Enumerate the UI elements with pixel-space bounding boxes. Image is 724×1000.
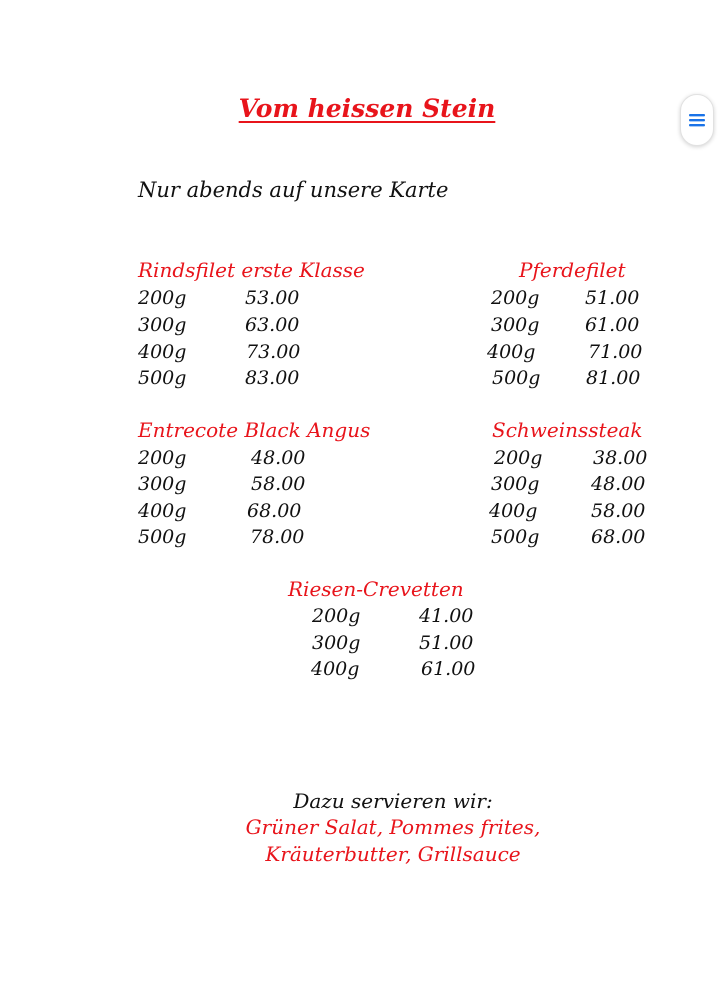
- price: 58.00: [591, 500, 646, 522]
- weight: 400g: [311, 658, 360, 680]
- section-heading-entrecote: Entrecote Black Angus: [138, 418, 371, 442]
- weight: 300g: [138, 473, 187, 495]
- price: 51.00: [585, 287, 640, 309]
- weight: 200g: [312, 605, 361, 627]
- price: 81.00: [586, 367, 641, 389]
- weight: 200g: [494, 447, 543, 469]
- weight: 200g: [138, 287, 187, 309]
- weight: 500g: [138, 367, 187, 389]
- price: 53.00: [245, 287, 300, 309]
- page-title: Vom heissen Stein: [238, 94, 496, 123]
- price: 73.00: [246, 341, 301, 363]
- weight: 200g: [138, 447, 187, 469]
- page-subtitle: Nur abends auf unsere Karte: [138, 178, 449, 202]
- section-heading-pferdefilet: Pferdefilet: [519, 258, 626, 282]
- weight: 300g: [138, 314, 187, 336]
- price: 51.00: [419, 632, 474, 654]
- price: 61.00: [585, 314, 640, 336]
- weight: 300g: [491, 473, 540, 495]
- weight: 500g: [491, 526, 540, 548]
- hamburger-menu-icon: [688, 112, 706, 128]
- price: 61.00: [421, 658, 476, 680]
- price: 48.00: [251, 447, 306, 469]
- weight: 200g: [491, 287, 540, 309]
- footer-sides-line2: Kräuterbutter, Grillsauce: [265, 842, 521, 866]
- price: 78.00: [250, 526, 305, 548]
- weight: 400g: [487, 341, 536, 363]
- footer-intro: Dazu servieren wir:: [293, 789, 493, 813]
- weight: 300g: [312, 632, 361, 654]
- footer-sides-line1: Grüner Salat, Pommes frites,: [245, 815, 541, 839]
- price: 48.00: [591, 473, 646, 495]
- price: 68.00: [591, 526, 646, 548]
- price: 68.00: [247, 500, 302, 522]
- weight: 500g: [492, 367, 541, 389]
- price: 83.00: [245, 367, 300, 389]
- section-heading-rindsfilet: Rindsfilet erste Klasse: [138, 258, 365, 282]
- section-heading-schweinssteak: Schweinssteak: [492, 418, 643, 442]
- price: 58.00: [251, 473, 306, 495]
- menu-button[interactable]: [680, 94, 714, 146]
- price: 71.00: [588, 341, 643, 363]
- price: 63.00: [245, 314, 300, 336]
- price: 41.00: [419, 605, 474, 627]
- weight: 400g: [138, 341, 187, 363]
- price: 38.00: [593, 447, 648, 469]
- weight: 300g: [491, 314, 540, 336]
- weight: 400g: [138, 500, 187, 522]
- weight: 500g: [138, 526, 187, 548]
- weight: 400g: [489, 500, 538, 522]
- section-heading-crevetten: Riesen-Crevetten: [288, 577, 464, 601]
